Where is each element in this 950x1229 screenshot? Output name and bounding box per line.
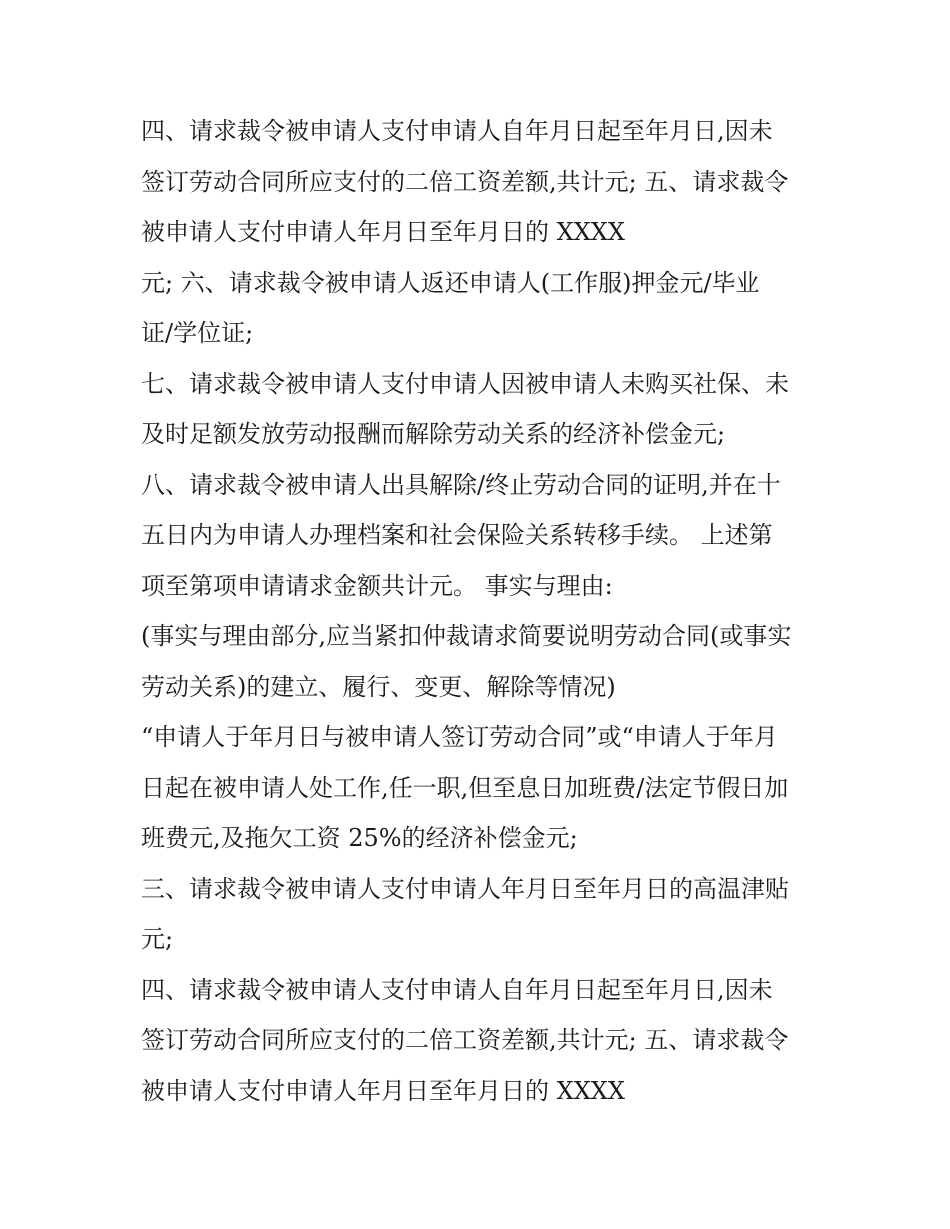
- text-line: 四、请求裁令被申请人支付申请人自年月日起至年月日,因未: [141, 975, 773, 1004]
- text-line: 三、请求裁令被申请人支付申请人年月日至年月日的高温津贴: [141, 874, 789, 903]
- text-line: 签订劳动合同所应支付的二倍工资差额,共计元; 五、请求裁令: [141, 167, 789, 196]
- text-line: 班费元,及拖欠工资 25%的经济补偿金元;: [141, 824, 578, 852]
- text-line: 签订劳动合同所应支付的二倍工资差额,共计元; 五、请求裁令: [141, 1026, 789, 1054]
- text-line: “申请人于年月日与被申请人签订劳动合同”或“申请人于年月: [141, 723, 778, 751]
- text-line: (事实与理由部分,应当紧扣仲裁请求简要说明劳动合同(或事实: [141, 622, 792, 650]
- text-line: 项至第项申请请求金额共计元。 事实与理由:: [141, 571, 613, 600]
- text-line: 被申请人支付申请人年月日至年月日的 XXXX: [141, 1076, 625, 1105]
- text-line: 五日内为申请人办理档案和社会保险关系转移手续。 上述第: [141, 521, 773, 549]
- text-line: 证/学位证;: [141, 319, 254, 347]
- text-line: 劳动关系)的建立、履行、变更、解除等情况): [141, 672, 616, 701]
- text-line: 元;: [141, 925, 174, 953]
- text-line: 日起在被申请人处工作,任一职,但至息日加班费/法定节假日加: [141, 773, 789, 802]
- text-line: 及时足额发放劳动报酬而解除劳动关系的经济补偿金元;: [141, 420, 726, 448]
- document-body: [141, 106, 821, 1116]
- text-line: 元; 六、请求裁令被申请人返还申请人(工作服)押金元/毕业: [141, 268, 760, 297]
- text-line: 被申请人支付申请人年月日至年月日的 XXXX: [141, 218, 625, 246]
- text-line: 七、请求裁令被申请人支付申请人因被申请人未购买社保、未: [141, 369, 789, 398]
- text-line: 八、请求裁令被申请人出具解除/终止劳动合同的证明,并在十: [141, 470, 781, 499]
- text-line: 四、请求裁令被申请人支付申请人自年月日起至年月日,因未: [141, 117, 773, 145]
